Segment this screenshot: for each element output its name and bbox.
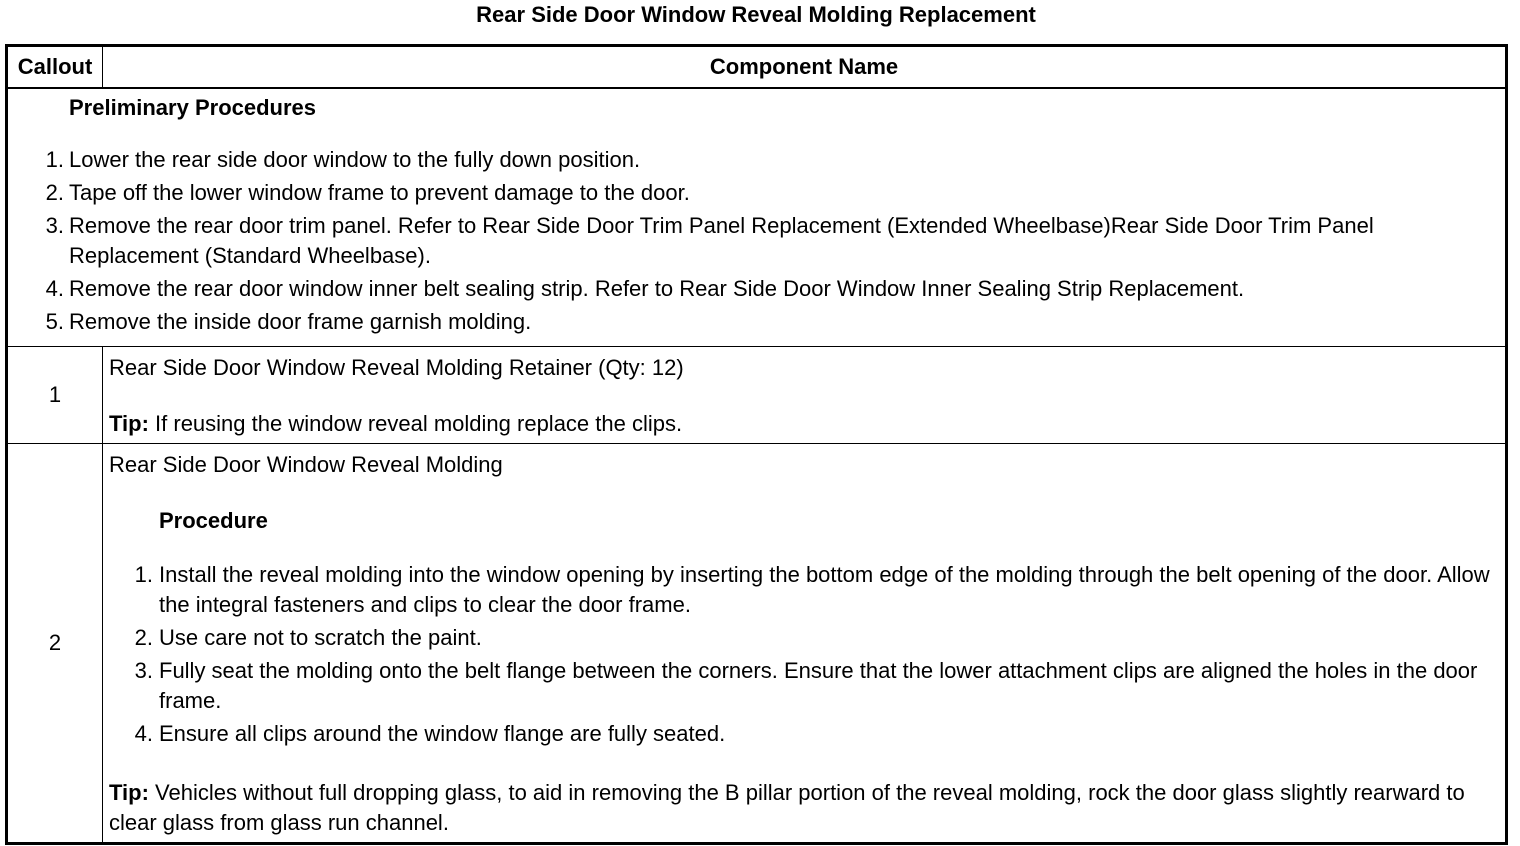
preliminary-heading: Preliminary Procedures [69, 95, 317, 120]
callout-1: 1 [7, 346, 103, 443]
step-number: 1. [45, 147, 64, 172]
header-component-name: Component Name [103, 46, 1507, 89]
step-number: 3. [45, 213, 64, 238]
procedure-steps [109, 560, 1499, 749]
tip-label: Tip: [109, 410, 149, 436]
header-callout: Callout [7, 46, 103, 89]
step-text: Remove the rear door trim panel. Refer to Rear Side Door Trim Panel Replacement (Extended Wheelbase)Rear Side Door Trim Panel Replacement (Standard Wheelbase). [69, 213, 1374, 268]
list-item [14, 178, 1499, 208]
table-row [7, 346, 1507, 443]
step-number: 5. [45, 309, 64, 334]
preliminary-row [7, 88, 1507, 346]
list-item [109, 656, 1499, 716]
component-name: Rear Side Door Window Reveal Molding [109, 451, 503, 477]
list-item [14, 145, 1499, 175]
tip-text: Vehicles without full dropping glass, to aid in removing the B pillar portion of the reveal molding, rock the door glass slightly rearward to clear glass from glass run channel. [109, 779, 1465, 835]
table-header-row [7, 46, 1507, 89]
step-text: Install the reveal molding into the window opening by inserting the bottom edge of the molding through the belt opening of the door. Allow the integral fasteners and clips to clear the door frame. [159, 561, 1490, 617]
component-cell-1 [103, 346, 1507, 443]
list-item [109, 560, 1499, 620]
tip-note [109, 778, 1499, 838]
step-number: 2. [45, 180, 64, 205]
table-row [7, 443, 1507, 843]
tip-note [109, 409, 1499, 439]
step-text: Fully seat the molding onto the belt flange between the corners. Ensure that the lower attachment clips are aligned the holes in the door frame. [159, 657, 1478, 713]
preliminary-procedures [7, 88, 1507, 346]
step-number: 1. [134, 561, 153, 587]
step-text: Lower the rear side door window to the fully down position. [69, 147, 641, 172]
list-item [109, 719, 1499, 749]
callout-2: 2 [7, 443, 103, 843]
preliminary-steps [14, 145, 1499, 337]
step-text: Use care not to scratch the paint. [159, 624, 482, 650]
procedure-heading: Procedure [159, 507, 268, 533]
component-name: Rear Side Door Window Reveal Molding Retainer (Qty: 12) [109, 354, 684, 380]
list-item [109, 623, 1499, 653]
step-number: 4. [45, 276, 64, 301]
document-title: Rear Side Door Window Reveal Molding Replacement [476, 2, 1036, 27]
tip-text: If reusing the window reveal molding replace the clips. [148, 410, 683, 436]
list-item [14, 307, 1499, 337]
list-item [14, 211, 1499, 271]
list-item [14, 274, 1499, 304]
component-cell-2 [103, 443, 1507, 843]
step-number: 4. [134, 720, 153, 746]
step-text: Remove the rear door window inner belt sealing strip. Refer to Rear Side Door Window Inner Sealing Strip Replacement. [69, 276, 1245, 301]
procedure-table [5, 44, 1508, 845]
step-text: Ensure all clips around the window flange are fully seated. [159, 720, 726, 746]
step-number: 3. [134, 657, 153, 683]
step-number: 2. [134, 624, 153, 650]
step-text: Remove the inside door frame garnish molding. [69, 309, 532, 334]
tip-label: Tip: [109, 779, 149, 805]
step-text: Tape off the lower window frame to prevent damage to the door. [69, 180, 690, 205]
